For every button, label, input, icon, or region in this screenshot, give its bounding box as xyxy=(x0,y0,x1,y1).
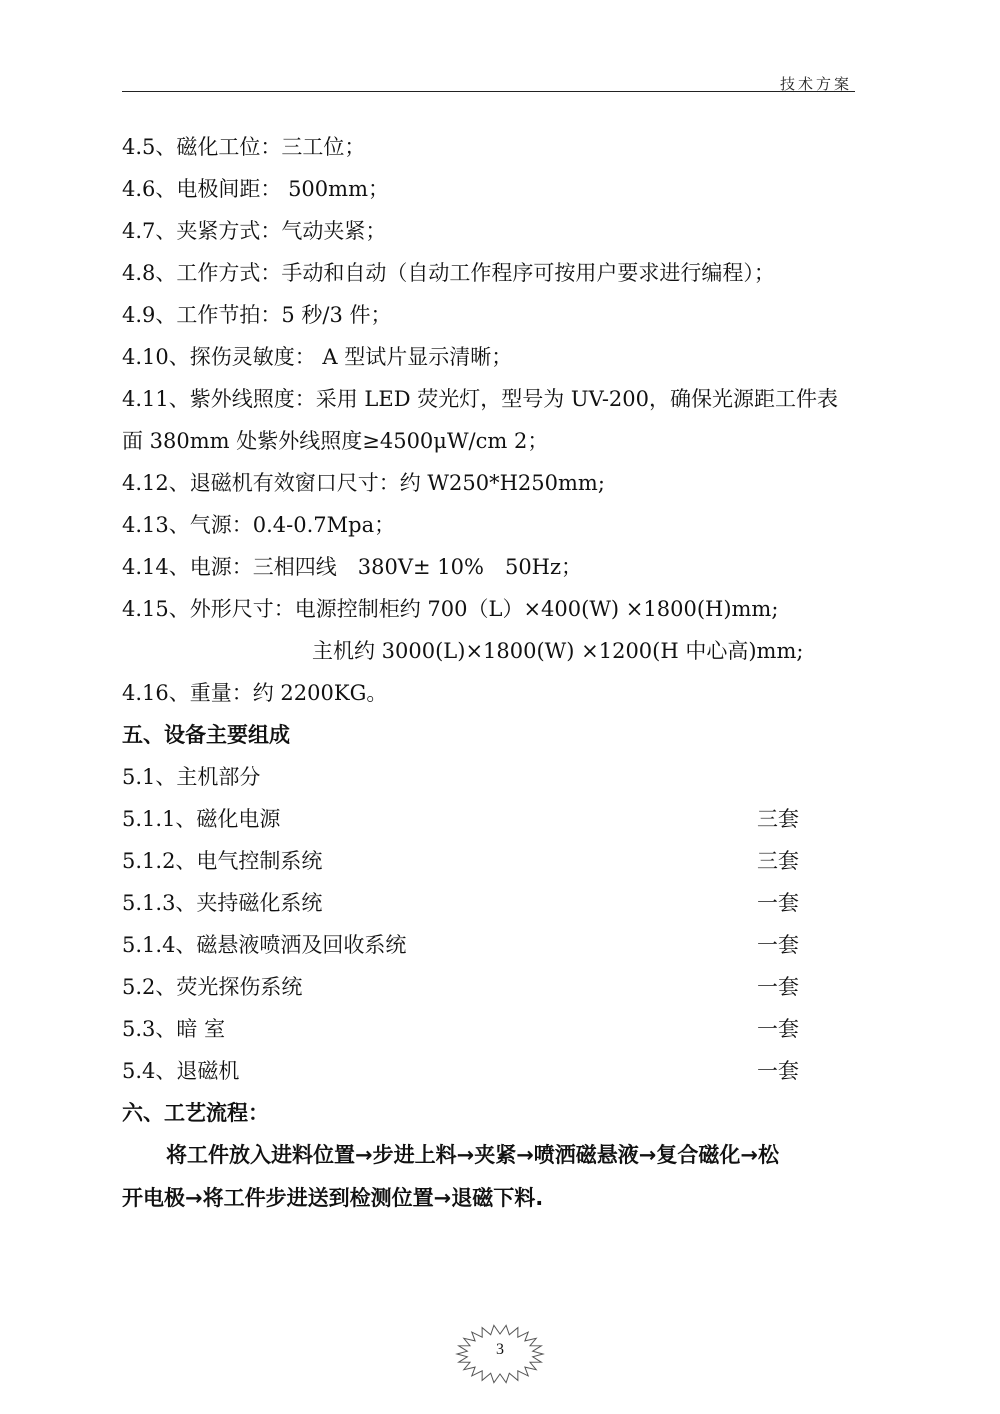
process-text: 将工件放入进料位置→步进上料→夹紧→喷洒磁悬液→复合磁化→松 xyxy=(166,1143,779,1167)
spec-line: 4.9、工作节拍：5 秒/3 件； xyxy=(122,303,392,327)
spec-line: 4.15、外形尺寸：电源控制柜约 700（L）×400(W) ×1800(H)mm; xyxy=(122,597,779,621)
page-number-badge xyxy=(455,1323,545,1385)
component-qty: 一套 xyxy=(757,975,799,999)
component-label: 5.4、退磁机 xyxy=(122,1059,240,1083)
spec-line: 4.12、退磁机有效窗口尺寸：约 W250*H250mm; xyxy=(122,471,605,495)
spec-line: 4.8、工作方式：手动和自动（自动工作程序可按用户要求进行编程）； xyxy=(122,261,775,285)
spec-line: 4.10、探伤灵敏度： A 型试片显示清晰； xyxy=(122,345,513,369)
component-label: 5.3、暗 室 xyxy=(122,1017,226,1041)
spec-line: 4.6、电极间距： 500mm； xyxy=(122,177,389,201)
header-rule xyxy=(122,91,855,92)
spec-line: 主机约 3000(L)×1800(W) ×1200(H 中心高)mm; xyxy=(312,639,804,663)
component-label: 5.1.3、夹持磁化系统 xyxy=(122,891,323,915)
component-qty: 一套 xyxy=(757,933,799,957)
component-label: 5.2、荧光探伤系统 xyxy=(122,975,303,999)
section-heading: 六、工艺流程： xyxy=(122,1101,269,1125)
spec-line: 4.14、电源：三相四线 380V± 10% 50Hz； xyxy=(122,555,583,579)
spec-line: 4.16、重量：约 2200KG。 xyxy=(122,681,388,705)
component-qty: 一套 xyxy=(757,891,799,915)
component-qty: 一套 xyxy=(757,1017,799,1041)
component-qty: 三套 xyxy=(757,849,799,873)
page-number: 3 xyxy=(496,1341,504,1358)
spec-line: 4.5、磁化工位：三工位； xyxy=(122,135,366,159)
process-text: 开电极→将工件步进送到检测位置→退磁下料. xyxy=(122,1186,544,1210)
spec-line: 面 380mm 处紫外线照度≥4500μW/cm 2； xyxy=(122,429,549,453)
component-label: 5.1.4、磁悬液喷洒及回收系统 xyxy=(122,933,407,957)
component-qty: 一套 xyxy=(757,1059,799,1083)
component-label: 5.1.2、电气控制系统 xyxy=(122,849,323,873)
spec-line: 4.7、夹紧方式：气动夹紧； xyxy=(122,219,387,243)
component-label: 5.1.1、磁化电源 xyxy=(122,807,281,831)
component-qty: 三套 xyxy=(757,807,799,831)
subsection-heading: 5.1、主机部分 xyxy=(122,765,261,789)
spec-line: 4.11、紫外线照度：采用 LED 荧光灯，型号为 UV-200，确保光源距工件表 xyxy=(122,387,839,411)
section-heading: 五、设备主要组成 xyxy=(122,723,290,747)
header-title: 技术方案 xyxy=(779,75,852,93)
spec-line: 4.13、气源：0.4-0.7Mpa； xyxy=(122,513,396,537)
